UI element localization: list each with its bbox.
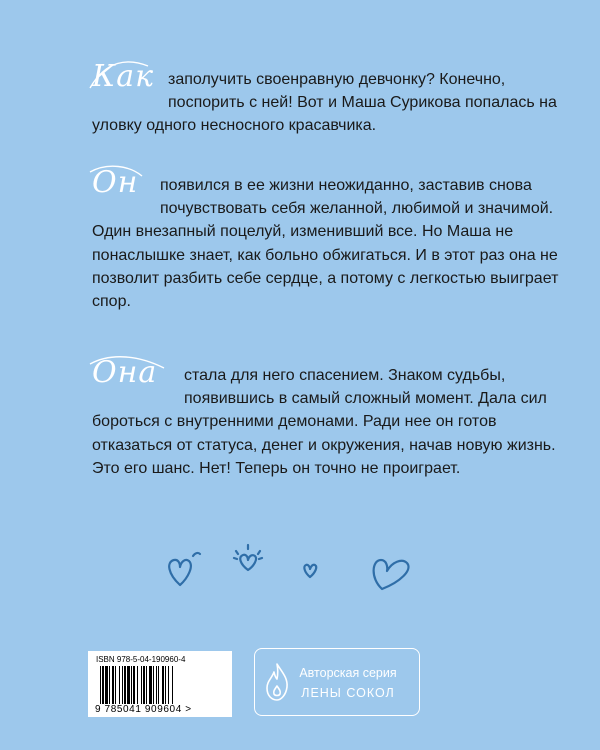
barcode-bar	[119, 666, 120, 704]
blurb-paragraph-3	[92, 355, 562, 480]
blurb-paragraph-1	[92, 59, 562, 138]
barcode-bar	[168, 666, 169, 704]
barcode-bar	[109, 666, 110, 704]
barcode-bar	[102, 666, 104, 704]
barcode-bar	[127, 666, 130, 704]
barcode-bar	[165, 666, 166, 704]
barcode-bar	[122, 666, 123, 704]
barcode-bar	[137, 666, 138, 704]
barcode-bar	[124, 666, 126, 704]
script-word-kak: Как	[92, 62, 162, 92]
paragraph-2-text: появился в ее жизни неожиданно, заставив снова почувствовать себя желанной, любимой и значимой. Один внезапный поцелуй, изменивший все. Но Маша не понаслышке знает, как больно обжигаться. И в этот раз она не позволит разбить себе сердце, а потому с легкостью выиграет спор.	[92, 177, 559, 311]
paragraph-3-text: стала для него спасением. Знаком судьбы, появившись в самый сложный момент. Дала сил бороться с внутренними демонами. Ради нее он готов отказаться от статуса, денег и окружения, начав новую жизнь. Это его шанс. Нет! Теперь он точно не проиграет.	[92, 367, 556, 477]
barcode-bar	[105, 666, 108, 704]
barcode-bar	[133, 666, 135, 704]
paragraph-1-text: заполучить своенравную девчонку? Конечно, поспорить с ней! Вот и Маша Сурикова попалась на уловку одного несносного красавчика.	[92, 71, 557, 135]
barcode-bar	[143, 666, 145, 704]
blurb-paragraph-2	[92, 165, 562, 313]
barcode-bar	[172, 666, 173, 704]
script-word-on: Он	[92, 168, 154, 198]
heart-icon	[304, 565, 316, 577]
isbn-label: ISBN 978-5-04-190960-4	[96, 655, 186, 664]
series-author: ЛЕНЫ СОКОЛ	[301, 686, 395, 700]
heart-doodles	[150, 536, 450, 606]
barcode-bar	[146, 666, 147, 704]
script-word-ona: Она	[92, 358, 178, 388]
barcode-bar	[158, 666, 159, 704]
barcode-bar	[162, 666, 164, 704]
barcode-bar	[153, 666, 154, 704]
heart-icon	[169, 560, 191, 585]
barcode-icon	[100, 666, 210, 704]
barcode-bar	[149, 666, 152, 704]
ean-digits: 9 785041 909604 >	[95, 704, 192, 715]
series-title: Авторская серия	[299, 666, 397, 680]
barcode-bar	[112, 666, 114, 704]
barcode-bar	[115, 666, 116, 704]
barcode-bar	[131, 666, 132, 704]
barcode-bar	[100, 666, 101, 704]
barcode-bar	[141, 666, 142, 704]
heart-icon	[193, 553, 200, 556]
sparkle-heart-icon	[234, 545, 262, 570]
heart-icon	[374, 560, 409, 589]
barcode-bar	[156, 666, 157, 704]
